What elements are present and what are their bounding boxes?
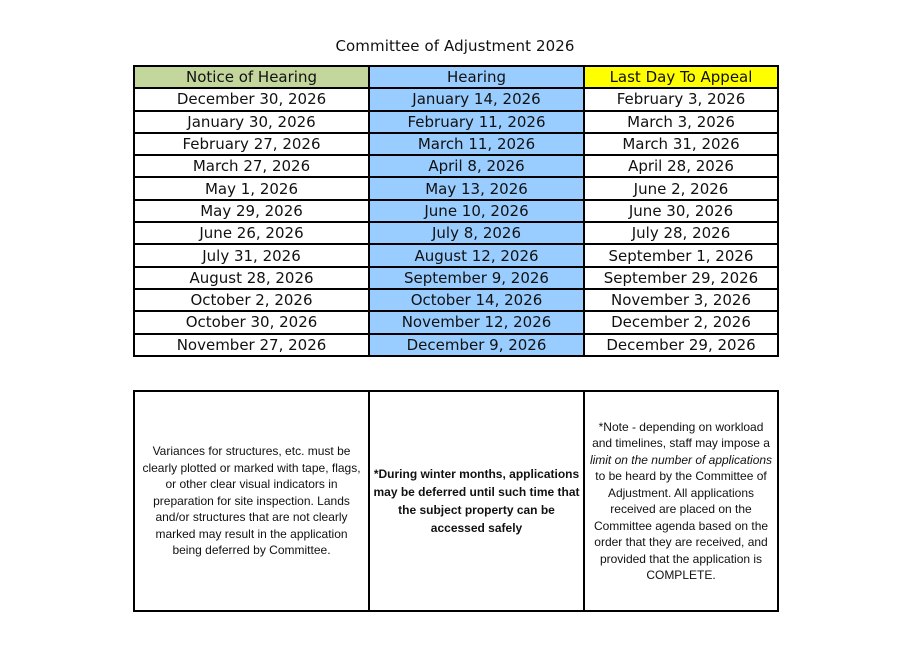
notice-date: October 30, 2026	[134, 311, 369, 333]
hearing-date: November 12, 2026	[369, 311, 584, 333]
notes-row	[134, 391, 778, 611]
table-row	[134, 244, 778, 266]
hearing-date: April 8, 2026	[369, 155, 584, 177]
notice-date: January 30, 2026	[134, 111, 369, 133]
table-row	[134, 133, 778, 155]
notes-table	[133, 390, 779, 612]
notice-date: December 30, 2026	[134, 88, 369, 110]
header-hearing: Hearing	[369, 66, 584, 88]
appeal-date: December 29, 2026	[584, 334, 778, 356]
appeal-date: June 30, 2026	[584, 200, 778, 222]
header-last-day-to-appeal: Last Day To Appeal	[584, 66, 778, 88]
appeal-date: July 28, 2026	[584, 222, 778, 244]
appeal-date: March 31, 2026	[584, 133, 778, 155]
hearing-date: October 14, 2026	[369, 289, 584, 311]
hearing-date: July 8, 2026	[369, 222, 584, 244]
header-notice-of-hearing: Notice of Hearing	[134, 66, 369, 88]
hearing-date: August 12, 2026	[369, 244, 584, 266]
notice-date: October 2, 2026	[134, 289, 369, 311]
hearing-schedule-table	[133, 65, 779, 357]
table-row	[134, 311, 778, 333]
appeal-date: December 2, 2026	[584, 311, 778, 333]
header-row	[134, 66, 778, 88]
notice-date: June 26, 2026	[134, 222, 369, 244]
table-row	[134, 177, 778, 199]
notice-date: May 1, 2026	[134, 177, 369, 199]
note-site-marking: Variances for structures, etc. must be clearly plotted or marked with tape, flags, or other clear visual indicators in preparation for site inspection. Lands and/or structures that are not clearly marked may result in the application being deferred by Committee.	[134, 391, 369, 611]
notice-date: May 29, 2026	[134, 200, 369, 222]
note-text-part1: *Note - depending on workload and timelines, staff may impose a	[592, 419, 770, 450]
hearing-date: May 13, 2026	[369, 177, 584, 199]
appeal-date: June 2, 2026	[584, 177, 778, 199]
table-row	[134, 155, 778, 177]
table-row	[134, 222, 778, 244]
notice-date: July 31, 2026	[134, 244, 369, 266]
appeal-date: November 3, 2026	[584, 289, 778, 311]
appeal-date: February 3, 2026	[584, 88, 778, 110]
hearing-date: September 9, 2026	[369, 267, 584, 289]
appeal-date: September 29, 2026	[584, 267, 778, 289]
table-row	[134, 267, 778, 289]
table-row	[134, 111, 778, 133]
hearing-date: June 10, 2026	[369, 200, 584, 222]
document-title: Committee of Adjustment 2026	[335, 37, 575, 55]
note-text-italic: limit on the number of applications	[589, 452, 773, 467]
hearing-date: March 11, 2026	[369, 133, 584, 155]
appeal-date: September 1, 2026	[584, 244, 778, 266]
table-row	[134, 334, 778, 356]
hearing-date: February 11, 2026	[369, 111, 584, 133]
table-row	[134, 88, 778, 110]
appeal-date: March 3, 2026	[584, 111, 778, 133]
notice-date: November 27, 2026	[134, 334, 369, 356]
note-winter-deferral: *During winter months, applications may be deferred until such time that the subject property can be accessed safely	[369, 391, 584, 611]
hearing-date: December 9, 2026	[369, 334, 584, 356]
table-row	[134, 289, 778, 311]
table-row	[134, 200, 778, 222]
notice-date: August 28, 2026	[134, 267, 369, 289]
notice-date: February 27, 2026	[134, 133, 369, 155]
note-application-limit	[584, 391, 778, 611]
notice-date: March 27, 2026	[134, 155, 369, 177]
note-text-part2: to be heard by the Committee of Adjustment. All applications received are placed on the Committee agenda based on the order that they are received, and provided that the application is COMPLETE.	[593, 469, 769, 582]
appeal-date: April 28, 2026	[584, 155, 778, 177]
hearing-date: January 14, 2026	[369, 88, 584, 110]
